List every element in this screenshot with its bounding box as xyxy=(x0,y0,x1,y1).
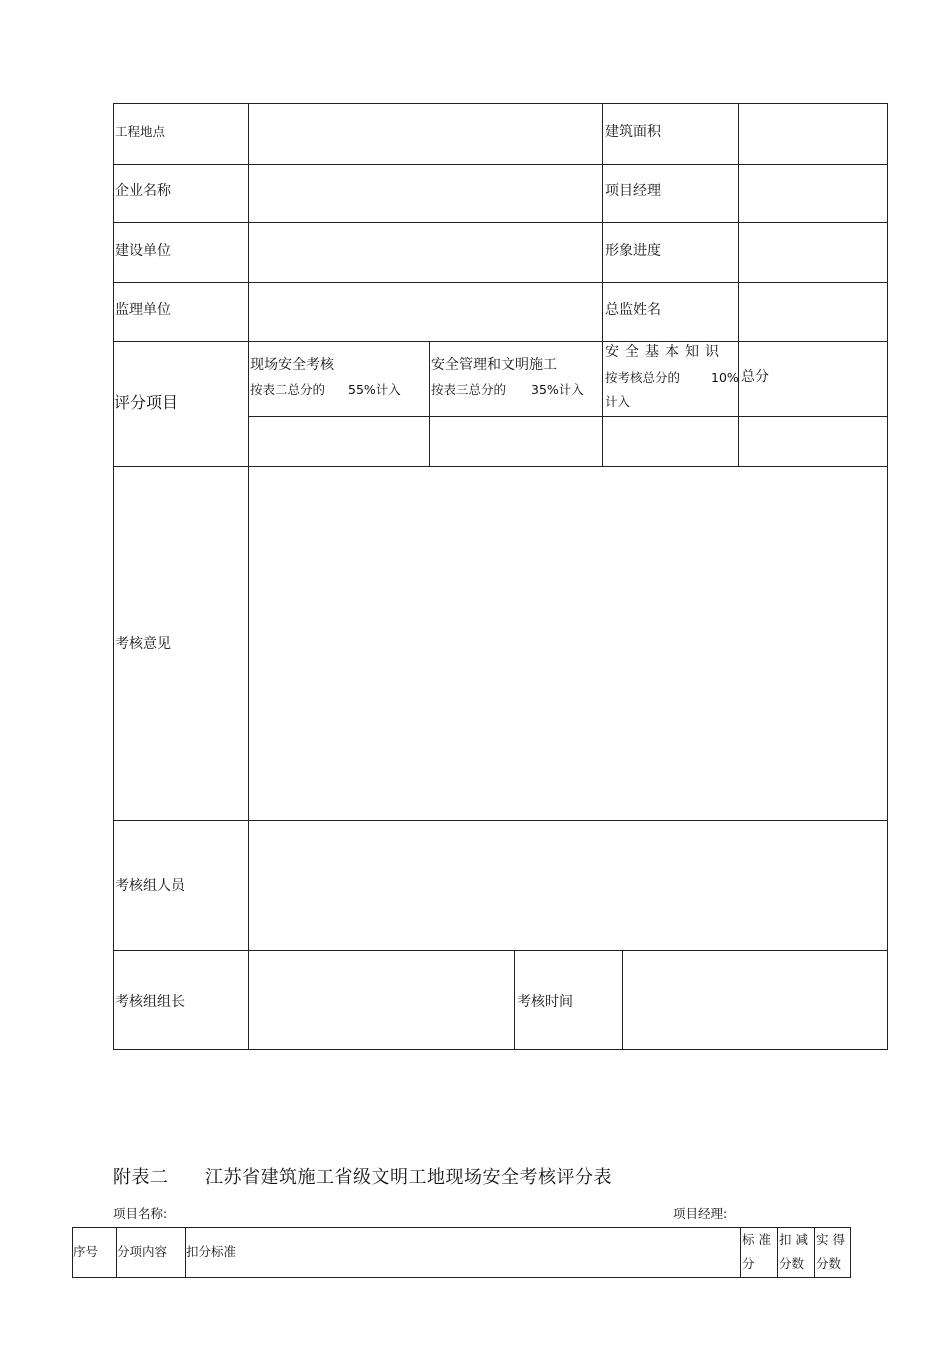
table-border xyxy=(777,1227,778,1278)
col1-title: 现场安全考核 xyxy=(250,357,334,373)
members-label: 考核组人员 xyxy=(115,878,185,894)
area-label: 建筑面积 xyxy=(605,124,661,140)
location-label: 工程地点 xyxy=(115,124,166,139)
col2-note-b: 35%计入 xyxy=(531,382,584,397)
appendix-prefix: 附表二 xyxy=(113,1167,169,1188)
supervisor-unit-label: 监理单位 xyxy=(115,302,171,318)
table-border xyxy=(887,103,888,1050)
time-label: 考核时间 xyxy=(517,994,573,1010)
header-act-b: 分数 xyxy=(816,1256,842,1271)
chief-supervisor-label: 总监姓名 xyxy=(605,302,661,318)
col1-note-b: 55%计入 xyxy=(348,382,401,397)
opinion-label: 考核意见 xyxy=(115,636,171,652)
project-name-label: 项目名称: xyxy=(113,1206,168,1221)
table-border xyxy=(602,103,603,466)
project-manager-label: 项目经理: xyxy=(673,1206,728,1221)
appendix-title: 江苏省建筑施工省级文明工地现场安全考核评分表 xyxy=(205,1167,612,1188)
header-item: 分项内容 xyxy=(117,1244,168,1259)
table-border xyxy=(113,466,888,467)
col3-note-b: 10% xyxy=(711,370,739,385)
col2-title: 安全管理和文明施工 xyxy=(431,357,557,373)
table-border xyxy=(113,341,888,342)
table-border xyxy=(113,1049,888,1050)
table-border xyxy=(740,1227,741,1278)
scoring-label: 评分项目 xyxy=(114,393,179,412)
table-border xyxy=(113,103,888,104)
col4-title: 总分 xyxy=(741,369,769,385)
table-border xyxy=(429,341,430,466)
header-std-a: 标 准 xyxy=(742,1232,771,1247)
manager-label: 项目经理 xyxy=(605,183,661,199)
table-border xyxy=(514,950,515,1049)
table-border xyxy=(738,103,739,466)
table-border xyxy=(248,103,249,1050)
header-ded-b: 分数 xyxy=(779,1256,805,1271)
table-border xyxy=(814,1227,815,1278)
col3-note-a: 按考核总分的 xyxy=(605,370,681,385)
table-border xyxy=(850,1227,851,1278)
header-seq: 序号 xyxy=(73,1244,99,1259)
table-border xyxy=(113,950,888,951)
col1-note-a: 按表二总分的 xyxy=(250,382,326,397)
col3-note-c: 计入 xyxy=(605,394,631,409)
col3-title: 安全基本知识 xyxy=(605,344,725,360)
header-criteria: 扣分标准 xyxy=(186,1244,237,1259)
table-border xyxy=(72,1227,851,1228)
header-std-b: 分 xyxy=(742,1256,755,1271)
table-border xyxy=(113,282,888,283)
table-border xyxy=(622,950,623,1049)
company-label: 企业名称 xyxy=(115,183,171,199)
table-border xyxy=(113,820,888,821)
col2-note-a: 按表三总分的 xyxy=(431,382,507,397)
table-border xyxy=(113,103,114,1050)
header-ded-a: 扣 减 xyxy=(779,1232,808,1247)
header-act-a: 实 得 xyxy=(816,1232,845,1247)
progress-label: 形象进度 xyxy=(605,243,661,259)
table-border xyxy=(72,1277,851,1278)
table-border xyxy=(113,164,888,165)
table-border xyxy=(248,416,888,417)
leader-label: 考核组组长 xyxy=(115,994,185,1010)
builder-label: 建设单位 xyxy=(115,243,171,259)
table-border xyxy=(113,222,888,223)
